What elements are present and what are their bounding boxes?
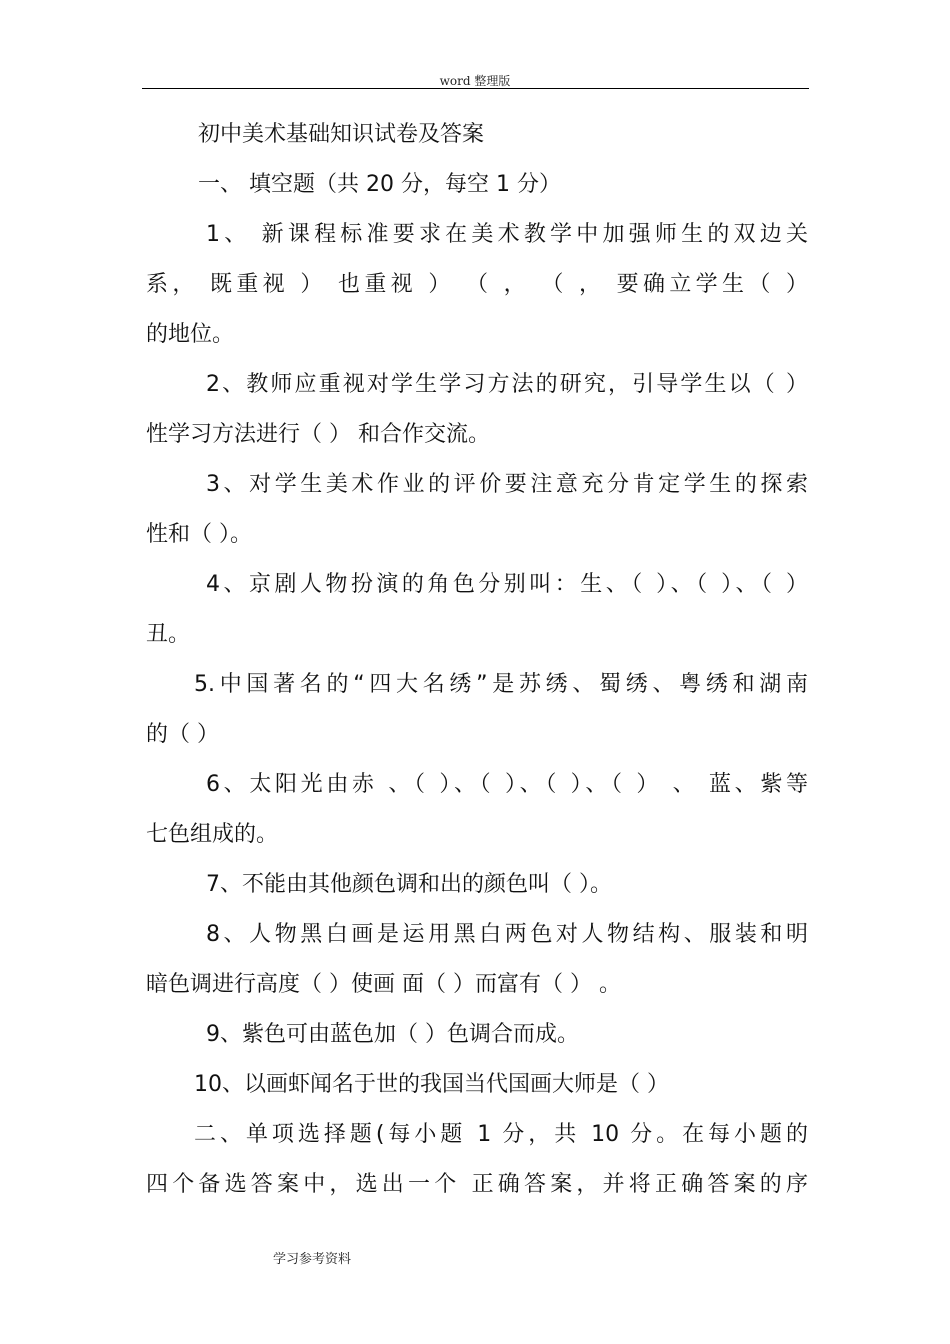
text-line: 的（ ） (146, 722, 219, 747)
page-header: word 整理版 (439, 74, 511, 88)
text-line: 10、以画虾闻名于世的我国当代国画大师是（ ） (194, 1072, 669, 1097)
text-line: 性和（ ）。 (146, 522, 252, 547)
text-line: 的地位。 (146, 322, 235, 347)
document-body (146, 110, 808, 1210)
text-line: 9、紫色可由蓝色加（ ）色调合而成。 (206, 1022, 579, 1047)
header-rule (142, 88, 809, 89)
text-line: 四个备选答案中，选出一个 正确答案，并将正确答案的序 (146, 1172, 808, 1197)
text-line: 系， 既重视 ） 也重视 ） （ ， （ ， 要确立学生（ ） (146, 272, 808, 297)
text-line: 2、教师应重视对学生学习方法的研究，引导学生以（ ） (206, 372, 808, 397)
document-title: 初中美术基础知识试卷及答案 (198, 122, 485, 147)
text-line: 1、 新课程标准要求在美术教学中加强师生的双边关 (206, 222, 808, 247)
text-line: 6、太阳光由赤 、（ ）、（ ）、（ ）、（ ） 、 蓝、紫等 (206, 772, 808, 797)
page-footer: 学习参考资料 (273, 1252, 352, 1267)
text-line: 4、京剧人物扮演的角色分别叫：生、（ ）、（ ）、（ ） (206, 572, 808, 597)
text-line: 3、对学生美术作业的评价要注意充分肯定学生的探索 (206, 472, 808, 497)
text-line: 性学习方法进行（ ） 和合作交流。 (146, 422, 490, 447)
text-line: 一、 填空题（共 20 分，每空 1 分） (198, 172, 561, 197)
text-line: 丑。 (146, 622, 191, 647)
text-line: 暗色调进行高度（ ）使画 面（ ）而富有（ ） 。 (146, 972, 621, 997)
text-line: 二、单项选择题(每小题 1 分，共 10 分。在每小题的 (194, 1122, 808, 1147)
text-line: 7、不能由其他颜色调和出的颜色叫（ ）。 (206, 872, 612, 897)
text-line: 8、人物黑白画是运用黑白两色对人物结构、服装和明 (206, 922, 808, 947)
text-line: 5.中国著名的“四大名绣”是苏绣、蜀绣、粤绣和湖南 (194, 672, 808, 697)
text-line: 七色组成的。 (146, 822, 279, 847)
